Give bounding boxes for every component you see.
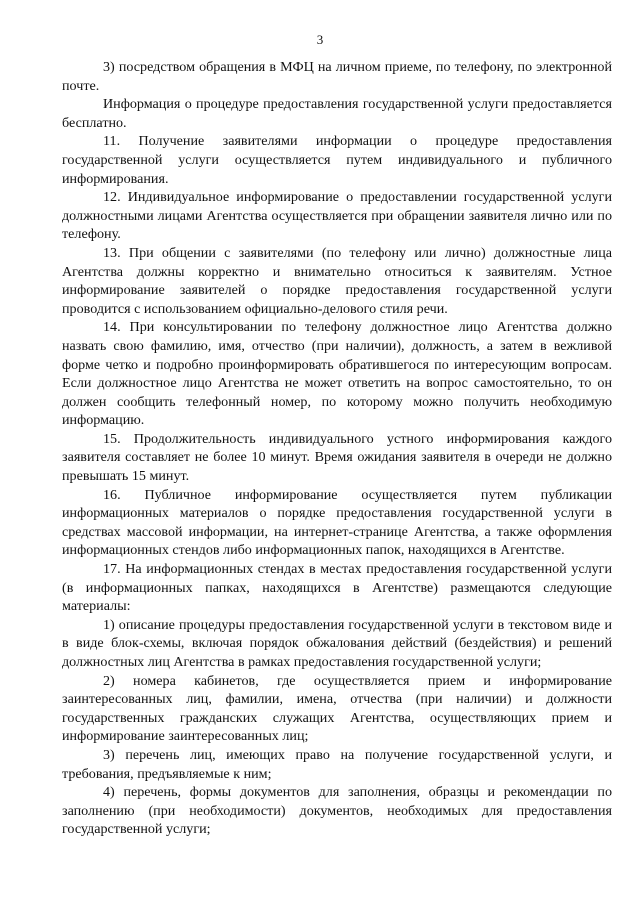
paragraph-15: 15. Продолжительность индивидуального устного информирования каждого заявителя составляет не более 10 минут. Время ожидания заявителя в очереди не должно превышать 15 минут.: [62, 430, 612, 485]
paragraph-item-3-delivery-channels: 3) посредством обращения в МФЦ на личном приеме, по телефону, по электронной почте.: [62, 59, 612, 94]
document-body: [62, 58, 612, 839]
list-item-1: 1) описание процедуры предоставления государственной услуги в текстовом виде и в виде блок-схемы, включая порядок обжалования действий (бездействия) и решений должностных лиц Агентства в рамках предоставления государственной услуги;: [62, 616, 612, 670]
paragraph-14: 14. При консультировании по телефону должностное лицо Агентства должно назвать свою фамилию, имя, отчество (при наличии), должность, а затем в вежливой форме четко и подробно проинформировать обратившегося по интересующим вопросам. Если должностное лицо Агентства не может ответить на вопрос самостоятельно, то он должен сообщить телефонный номер, по которому можно получить необходимую информацию.: [62, 319, 612, 429]
list-item-3: 3) перечень лиц, имеющих право на получение государственной услуги, и требования, предъявляемые к ним;: [62, 746, 612, 782]
paragraph-16: 16. Публичное информирование осуществляется путем публикации информационных материалов о порядке предоставления государственной услуги в средствах массовой информации, на интернет-странице Агентства, а также оформления информационных стендов либо информационных папок, находящихся в Агентстве.: [62, 486, 612, 559]
paragraph-12: 12. Индивидуальное информирование о предоставлении государственной услуги должностными лицами Агентства осуществляется при обращении заявителя лично или по телефону.: [62, 189, 612, 243]
paragraph-17: 17. На информационных стендах в местах предоставления государственной услуги (в информационных папках, находящихся в Агентстве) размещаются следующие материалы:: [62, 561, 612, 615]
page-number: 3: [316, 32, 324, 47]
paragraph-11: 11. Получение заявителями информации о процедуре предоставления государственной услуги осуществляется путем индивидуального и публичного информирования.: [62, 133, 612, 187]
list-item-2: 2) номера кабинетов, где осуществляется прием и информирование заинтересованных лиц, фамилии, имена, отчества (при наличии) и должности государственных гражданских служащих Агентства, осуществляющих прием и информирование заинтересованных лиц;: [62, 672, 612, 745]
list-item-4: 4) перечень, формы документов для заполнения, образцы и рекомендации по заполнению (при необходимости) документов, необходимых для предоставления государственной услуги;: [62, 784, 612, 838]
paragraph-free-information: Информация о процедуре предоставления государственной услуги предоставляется бесплатно.: [62, 96, 612, 131]
paragraph-13: 13. При общении с заявителями (по телефону или лично) должностные лица Агентства должны корректно и внимательно относиться к заявителям. Устное информирование заявителей о порядке предоставления государственной услуги проводится с использованием официально-делового стиля речи.: [62, 244, 612, 317]
